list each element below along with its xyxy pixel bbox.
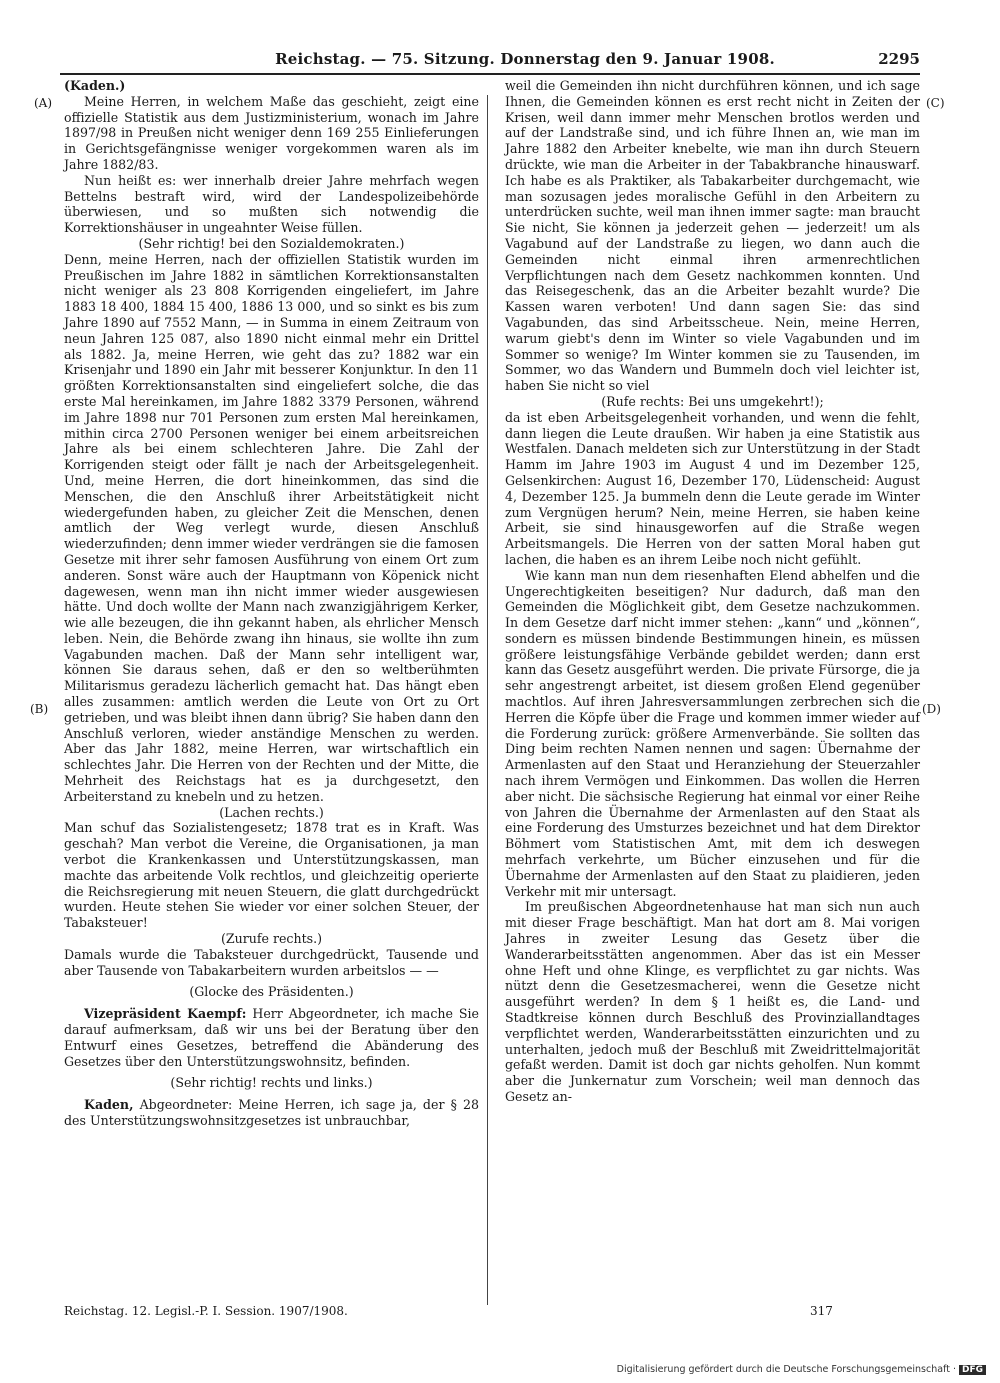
interjection: (Sehr richtig! bei den Sozialdemokraten.): [138, 235, 405, 251]
footer-session: Reichstag. 12. Legisl.-P. I. Session. 1907/1908.: [64, 1304, 348, 1318]
margin-marker-b: (B): [30, 702, 49, 716]
digitization-credit: [617, 1364, 986, 1375]
speech-text: Abgeordneter: Meine Herren, ich sage ja, der § 28 des Unterstützungswohnsitzgesetzes ist unbrauchbar,: [64, 1097, 479, 1128]
speaker-tag: (Kaden.): [64, 78, 126, 93]
right-column: [505, 78, 920, 1105]
footer-sheet-number: 317: [810, 1304, 833, 1318]
interjection: (Lachen rechts.): [219, 804, 324, 820]
margin-marker-a: (A): [34, 96, 53, 110]
speech-kaden: [64, 1097, 479, 1129]
page-number: 2295: [878, 50, 920, 68]
interjection: (Zurufe rechts.): [220, 931, 323, 947]
dfg-logo: DFG: [959, 1365, 986, 1375]
paragraph: da ist eben Arbeitsgelegenheit vorhanden, und wenn die fehlt, dann liegen die Leute draußen. Wir haben ja eine Statistik aus Westfalen. Danach meldeten sich zur Unterstützung in der Stadt Hamm im Jahre 1903 im August 4 und im Dezember 125, Gelsenkirchen: August 16, Dezember 170, Lüdenscheid: August 4, Dezember 125. Ja bummeln denn die Leute gerade im Winter zum Vergnügen herum? Nein, meine Herren, sie haben keine Arbeit, sie sind hinausgeworfen auf die Straße wegen Arbeitsmangels. Die Herren von der satten Moral haben gut lachen, die haben es an ihrem Leibe noch nicht gefühlt.: [505, 409, 920, 567]
paragraph: Man schuf das Sozialistengesetz; 1878 trat es in Kraft. Was geschah? Man verbot die Vereine, die Organisationen, ja man verbot die Krankenkassen und Unterstützungskassen, man machte das arbeitende Volk rechtlos, und gleichzeitig operierte die Reichsregierung mit neuen Steuern, die glatt durchgedrückt wurden. Heute stehen Sie wieder vor einer solchen Steuer, der Tabaksteuer!: [64, 820, 479, 931]
header-rule: [60, 73, 920, 75]
speaker-name: Kaden,: [84, 1097, 134, 1113]
paragraph: weil die Gemeinden ihn nicht durchführen können, und ich sage Ihnen, die Gemeinden können es erst recht nicht in Zeiten der Krisen, weil dann immer mehr Menschen brotlos werden und auf der Landstraße sind, und ich führe Ihnen an, wie man im Jahre 1882 den Arbeiter knebelte, wie man ihn durch Steuern drückte, wie man die Arbeiter in der Tabakbranche hinauswarf. Ich habe es als Praktiker, als Tabakarbeiter durchgemacht, wie man sozusagen jedes moralische Gefühl in den Arbeitern zu unterdrücken suchte, weil man ihnen immer sagte: man braucht Sie nicht, Sie können ja jederzeit gehen — jederzeit! um als Vagabund auf der Landstraße zu liegen, wo dann auch die Gemeinden nicht einmal ihren armenrechtlichen Verpflichtungen nach dem Gesetz nachkommen konnten. Und das Reisegeschenk, das an die Arbeiter bezahlt wurde? Die Kassen waren verboten! Und dann sagen Sie: das sind Vagabunden, das sind Arbeitsscheue. Nein, meine Herren, warum giebt's denn im Winter so viele Vagabunden und im Sommer so wenige? Im Winter kommen sie zu Tausenden, im Sommer, wo das Wandern und Bummeln doch viel leichter ist, haben Sie nicht so viel: [505, 78, 920, 394]
interjection: (Sehr richtig! rechts und links.): [170, 1075, 373, 1091]
paragraph: Damals wurde die Tabaksteuer durchgedrückt, Tausende und aber Tausende von Tabakarbeitern wurden arbeitslos — —: [64, 946, 479, 978]
paragraph: Meine Herren, in welchem Maße das geschieht, zeigt eine offizielle Statistik aus dem Justizministerium, wonach im Jahre 1897/98 in Preußen nicht weniger denn 169 255 Einlieferungen in Gerichtsgefängnisse weniger vorgekommen waren als im Jahre 1882/83.: [64, 93, 479, 172]
paragraph: Nun heißt es: wer innerhalb dreier Jahre mehrfach wegen Bettelns bestraft wird, wird der Landespolizeibehörde überwiesen, und so mußten sich notwendig die Korrektionshäuser in ungeahnter Weise füllen.: [64, 172, 479, 236]
speech-text: Herr Abgeordneter, ich mache Sie darauf aufmerksam, daß wir uns bei der Beratung über den Entwurf eines Gesetzes, betreffend die Abänderung des Gesetzes über den Unterstützungswohnsitz, befinden.: [64, 1006, 479, 1069]
page-header: [60, 50, 920, 74]
paragraph: Wie kann man nun dem riesenhaften Elend abhelfen und die Ungerechtigkeiten beseitigen? Nur dadurch, daß man den Gemeinden die Möglichkeit gibt, dem Gesetze nachzukommen. In dem Gesetze darf nicht immer stehen: „kann“ und „können“, sondern es müssen bindende Bestimmungen hinein, es müssen größere leistungsfähige Verbände gebildet werden; dann erst kann das Gesetz ausgeführt werden. Die private Fürsorge, die ja sehr angestrengt arbeitet, ist diesem großen Elend gegenüber machtlos. Auf ihren Jahresversammlungen zerbrechen sich die Herren die Köpfe über die Frage und kommen immer wieder auf die Forderung zurück: größere Armenverbände. Sie sollten das Ding beim rechten Namen nennen und sagen: Übernahme der Armenlasten auf den Staat und Heranziehung der Steuerzahler nach ihrem Vermögen und Einkommen. Das wollen die Herren aber nicht. Die sächsische Regierung hat einmal vor einer Reihe von Jahren die Übernahme der Armenlasten auf den Staat als eine Forderung des Umsturzes bezeichnet und hat dem Direktor Böhmert vom Statistischen Amt, mit dem ich deswegen mehrfach verkehrte, um Bücher einzusehen und für die Übernahme der Armenlasten auf den Staat zu plaidieren, jeden Verkehr mit mir untersagt.: [505, 567, 920, 899]
margin-marker-d: (D): [922, 702, 941, 716]
paragraph: Denn, meine Herren, nach der offiziellen Statistik wurden im Preußischen im Jahre 1882 in sämtlichen Korrektionsanstalten nicht weniger als 23 808 Korrigenden eingeliefert, im Jahre 1883 18 400, 1884 15 400, 1886 13 000, und so sinkt es bis zum Jahre 1890 auf 7552 Mann, — in Summa in einem Zeitraum von neun Jahren 125 087, also 1890 nicht einmal mehr ein Drittel als 1882. Ja, meine Herren, wie geht das zu? 1882 war ein Krisenjahr und 1890 ein Jahr mit besserer Konjunktur. In den 11 größten Korrektionsanstalten sind eingeliefert solche, die das erste Mal hereinkamen, im Jahre 1882 3379 Personen, während im Jahre 1898 nur 701 Personen zum ersten Mal hereinkamen, mithin circa 2700 Personen weniger bei einem arbeitsreichen Jahre als bei einem schlechteren Jahre. Die Zahl der Korrigenden steigt oder fällt je nach der Arbeitsgelegenheit. Und, meine Herren, die dort hineinkommen, das sind die Menschen, die den Anschluß ihrer Arbeitstätigkeit nicht wiedergefunden haben, zu gleicher Zeit die Menschen, denen amtlich der Weg verlegt wurde, diesen Anschluß wiederzufinden; denn immer wieder verdrängen sie die famosen Gesetze mit ihrer sehr famosen Ausführung von einem Ort zum anderen. Sonst wäre auch der Hauptmann von Köpenick nicht dagewesen, wenn man ihn nicht immer wieder ausgewiesen hätte. Und doch wollte der Mann nach zwanzigjährigem Kerker, wie alle bezeugen, die ihn gekannt haben, als ehrlicher Mensch leben. Nein, die Behörde zwang ihn hinaus, sie wollte ihn zum Vagabunden machen. Daß der Mann sehr intelligent war, können Sie daraus sehen, daß er den so weltberühmten Militarismus geradezu lächerlich gemacht hat. Das hängt eben alles zusammen: amtlich werden die Leute von Ort zu Ort getrieben, und was bleibt ihnen dann übrig? Sie haben dann den Anschluß verloren, wieder anständige Menschen zu werden. Aber das Jahr 1882, meine Herren, war wirtschaftlich ein schlechtes Jahr. Die Herren von der Rechten und der Mitte, die Mehrheit des Reichstags hat es ja durchgesetzt, den Arbeiterstand zu knebeln und zu hetzen.: [64, 251, 479, 804]
running-title: Reichstag. — 75. Sitzung. Donnerstag den 9. Januar 1908.: [275, 50, 775, 68]
margin-marker-c: (C): [926, 96, 945, 110]
interjection: (Glocke des Präsidenten.): [189, 984, 354, 1000]
column-divider: [487, 95, 488, 1305]
speech-vizepraesident: [64, 1006, 479, 1069]
interjection: (Rufe rechts: Bei uns umgekehrt!);: [601, 393, 824, 409]
speaker-name: Vizepräsident Kaempf:: [84, 1006, 247, 1022]
left-column: [64, 78, 479, 1129]
paragraph: Im preußischen Abgeordnetenhause hat man sich nun auch mit dieser Frage beschäftigt. Man hat dort am 8. Mai vorigen Jahres in zweiter Lesung das Gesetz über die Wanderarbeitsstätten angenommen. Aber das ist ein Messer ohne Heft und ohne Klinge, es verpflichtet zu gar nichts. Was nützt denn die Gesetzesmacherei, wenn die Gesetze nicht ausgeführt werden? In dem § 1 heißt es, die Land- und Stadtkreise können durch Beschluß des Provinziallandtages verpflichtet werden, Wanderarbeitsstätten einzurichten und zu unterhalten, jedoch muß der Beschluß mit Zweidrittelmajorität gefaßt werden. Damit ist doch gar nichts geholfen. Nun kommt aber die Junkernatur zum Vorschein; weil man dennoch das Gesetz an-: [505, 899, 920, 1104]
credit-text: Digitalisierung gefördert durch die Deutsche Forschungsgemeinschaft ·: [616, 1364, 956, 1375]
